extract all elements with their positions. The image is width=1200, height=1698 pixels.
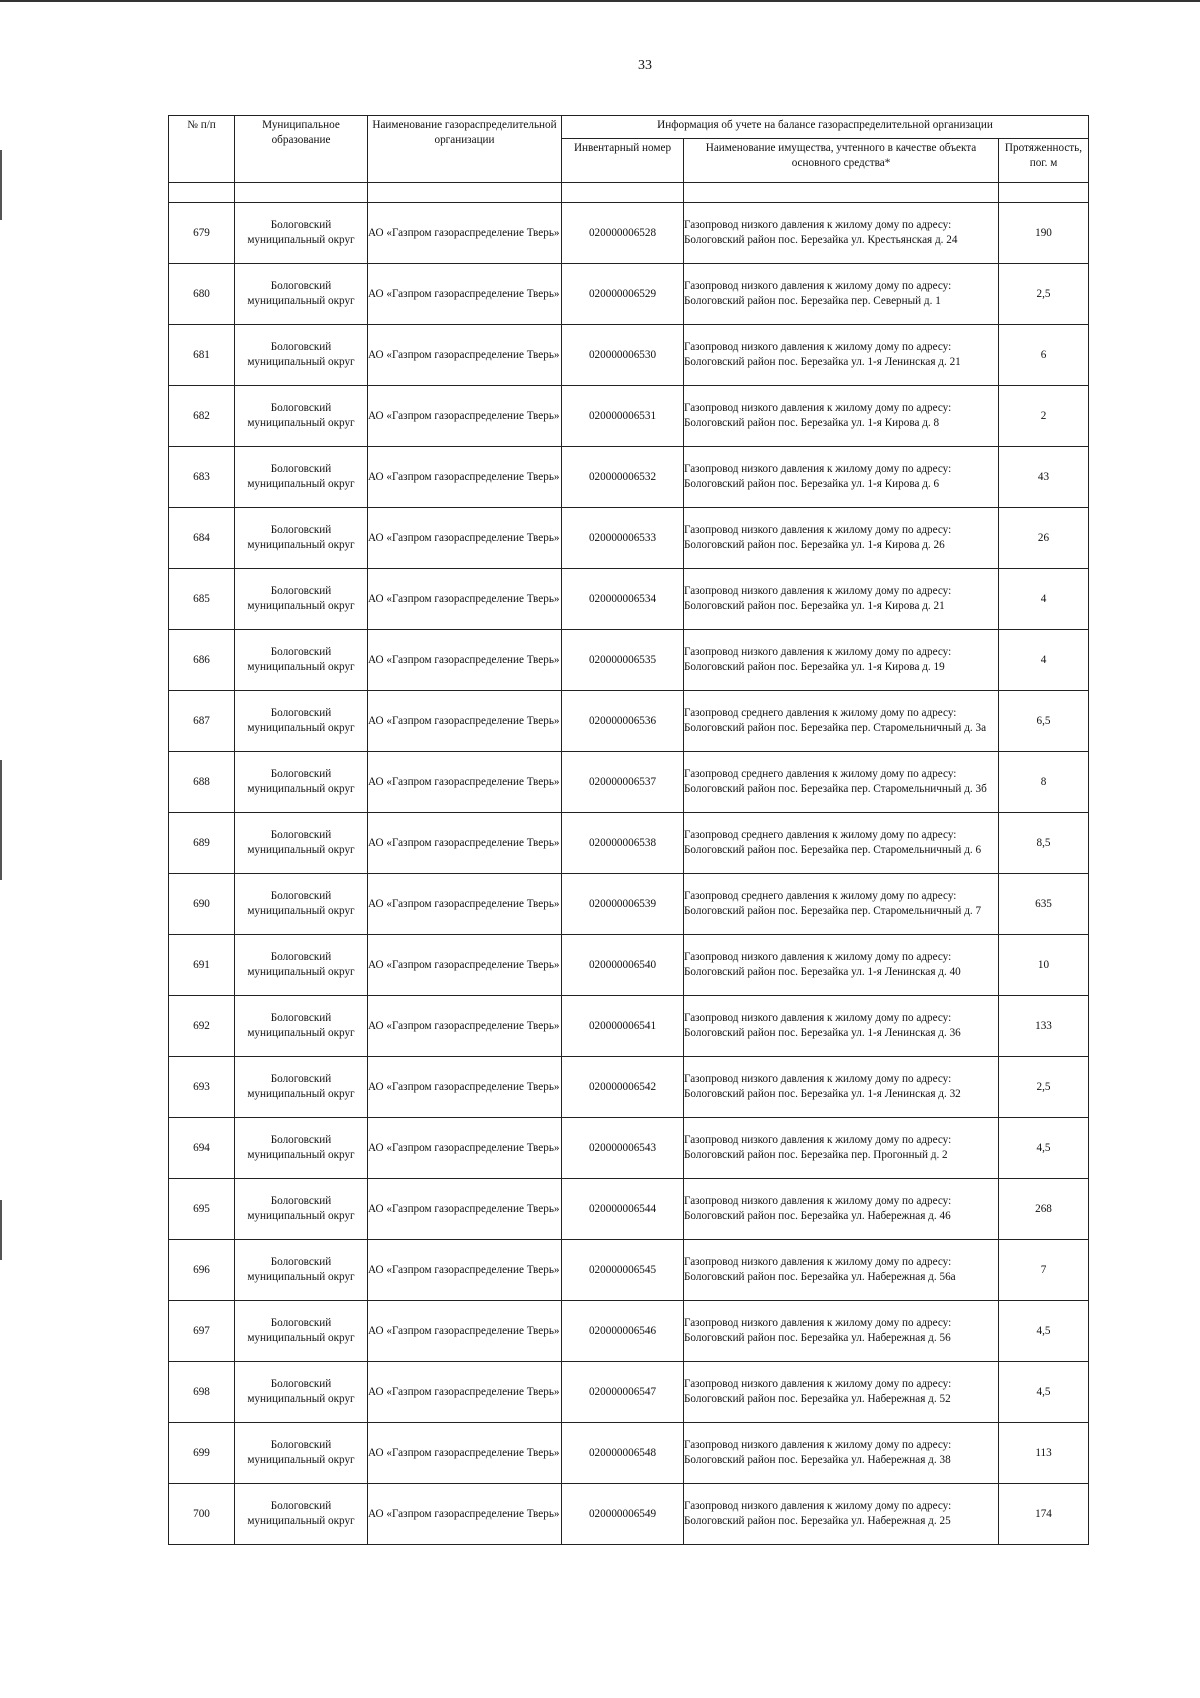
row-number: 683 — [169, 447, 235, 508]
property-name-cell: Газопровод низкого давления к жилому дому по адресу: Бологовский район пос. Березайка ул. 1-я Кирова д. 19 — [684, 630, 999, 691]
row-number: 680 — [169, 264, 235, 325]
organization-cell: АО «Газпром газораспределение Тверь» — [368, 386, 562, 447]
organization-cell: АО «Газпром газораспределение Тверь» — [368, 1057, 562, 1118]
row-number: 682 — [169, 386, 235, 447]
municipality-cell: Бологовский муниципальный округ — [235, 569, 368, 630]
length-cell: 113 — [999, 1423, 1089, 1484]
property-name-cell: Газопровод низкого давления к жилому дому по адресу: Бологовский район пос. Березайка ул. 1-я Ленинская д. 21 — [684, 325, 999, 386]
property-name-cell: Газопровод среднего давления к жилому дому по адресу: Бологовский район пос. Березайка пер. Старомельничный д. 7 — [684, 874, 999, 935]
municipality-cell: Бологовский муниципальный округ — [235, 447, 368, 508]
municipality-cell: Бологовский муниципальный округ — [235, 264, 368, 325]
municipality-cell: Бологовский муниципальный округ — [235, 1362, 368, 1423]
municipality-cell: Бологовский муниципальный округ — [235, 1179, 368, 1240]
inventory-number-cell: 020000006541 — [562, 996, 684, 1057]
length-cell: 6 — [999, 325, 1089, 386]
inventory-number-cell: 020000006549 — [562, 1484, 684, 1545]
table-row — [169, 1484, 1089, 1545]
municipality-cell: Бологовский муниципальный округ — [235, 752, 368, 813]
property-name-cell: Газопровод низкого давления к жилому дому по адресу: Бологовский район пос. Березайка ул. 1-я Ленинская д. 36 — [684, 996, 999, 1057]
inventory-number-cell: 020000006535 — [562, 630, 684, 691]
property-name-cell: Газопровод низкого давления к жилому дому по адресу: Бологовский район пос. Березайка ул. Крестьянская д. 24 — [684, 203, 999, 264]
length-cell: 43 — [999, 447, 1089, 508]
length-cell: 8,5 — [999, 813, 1089, 874]
organization-cell: АО «Газпром газораспределение Тверь» — [368, 630, 562, 691]
inventory-number-cell: 020000006538 — [562, 813, 684, 874]
row-number: 693 — [169, 1057, 235, 1118]
inventory-number-cell: 020000006544 — [562, 1179, 684, 1240]
municipality-cell: Бологовский муниципальный округ — [235, 508, 368, 569]
inventory-number-cell: 020000006548 — [562, 1423, 684, 1484]
table-row — [169, 813, 1089, 874]
organization-cell: АО «Газпром газораспределение Тверь» — [368, 1484, 562, 1545]
organization-cell: АО «Газпром газораспределение Тверь» — [368, 447, 562, 508]
row-number: 695 — [169, 1179, 235, 1240]
municipality-cell: Бологовский муниципальный округ — [235, 1118, 368, 1179]
property-name-cell: Газопровод среднего давления к жилому дому по адресу: Бологовский район пос. Березайка пер. Старомельничный д. 3а — [684, 691, 999, 752]
scan-left-mark — [0, 760, 2, 880]
organization-cell: АО «Газпром газораспределение Тверь» — [368, 1118, 562, 1179]
header-balance-info: Информация об учете на балансе газораспределительной организации — [562, 116, 1089, 139]
organization-cell: АО «Газпром газораспределение Тверь» — [368, 508, 562, 569]
table-row — [169, 874, 1089, 935]
table-row — [169, 630, 1089, 691]
municipality-cell: Бологовский муниципальный округ — [235, 691, 368, 752]
row-number: 684 — [169, 508, 235, 569]
row-number: 686 — [169, 630, 235, 691]
length-cell: 268 — [999, 1179, 1089, 1240]
scan-left-mark — [0, 1200, 2, 1260]
inventory-number-cell: 020000006543 — [562, 1118, 684, 1179]
row-number: 698 — [169, 1362, 235, 1423]
property-name-cell: Газопровод низкого давления к жилому дому по адресу: Бологовский район пос. Березайка ул. 1-я Кирова д. 21 — [684, 569, 999, 630]
property-name-cell: Газопровод низкого давления к жилому дому по адресу: Бологовский район пос. Березайка пер. Прогонный д. 2 — [684, 1118, 999, 1179]
length-cell: 4 — [999, 569, 1089, 630]
municipality-cell: Бологовский муниципальный округ — [235, 1240, 368, 1301]
municipality-cell: Бологовский муниципальный округ — [235, 203, 368, 264]
length-cell: 6,5 — [999, 691, 1089, 752]
table-row — [169, 1240, 1089, 1301]
header-org-name: Наименование газораспределительной организации — [368, 116, 562, 183]
inventory-number-cell: 020000006539 — [562, 874, 684, 935]
organization-cell: АО «Газпром газораспределение Тверь» — [368, 1301, 562, 1362]
organization-cell: АО «Газпром газораспределение Тверь» — [368, 691, 562, 752]
row-number: 679 — [169, 203, 235, 264]
table-row — [169, 1118, 1089, 1179]
page-number: 33 — [638, 58, 652, 73]
length-cell: 2,5 — [999, 1057, 1089, 1118]
property-name-cell: Газопровод низкого давления к жилому дому по адресу: Бологовский район пос. Березайка ул. 1-я Кирова д. 8 — [684, 386, 999, 447]
property-name-cell: Газопровод низкого давления к жилому дому по адресу: Бологовский район пос. Березайка ул. 1-я Ленинская д. 32 — [684, 1057, 999, 1118]
municipality-cell: Бологовский муниципальный округ — [235, 813, 368, 874]
organization-cell: АО «Газпром газораспределение Тверь» — [368, 996, 562, 1057]
length-cell: 4,5 — [999, 1118, 1089, 1179]
property-name-cell: Газопровод низкого давления к жилому дому по адресу: Бологовский район пос. Березайка ул. 1-я Кирова д. 6 — [684, 447, 999, 508]
inventory-number-cell: 020000006537 — [562, 752, 684, 813]
organization-cell: АО «Газпром газораспределение Тверь» — [368, 813, 562, 874]
length-cell: 4,5 — [999, 1362, 1089, 1423]
header-municipality: Муниципальное образование — [235, 116, 368, 183]
table-row — [169, 1423, 1089, 1484]
property-name-cell: Газопровод среднего давления к жилому дому по адресу: Бологовский район пос. Березайка пер. Старомельничный д. 6 — [684, 813, 999, 874]
municipality-cell: Бологовский муниципальный округ — [235, 874, 368, 935]
inventory-number-cell: 020000006545 — [562, 1240, 684, 1301]
scan-top-border — [0, 0, 1200, 2]
organization-cell: АО «Газпром газораспределение Тверь» — [368, 935, 562, 996]
row-number: 690 — [169, 874, 235, 935]
inventory-number-cell: 020000006546 — [562, 1301, 684, 1362]
table-row — [169, 691, 1089, 752]
header-inventory-number: Инвентарный номер — [562, 139, 684, 183]
inventory-number-cell: 020000006540 — [562, 935, 684, 996]
property-name-cell: Газопровод низкого давления к жилому дому по адресу: Бологовский район пос. Березайка пер. Северный д. 1 — [684, 264, 999, 325]
row-number: 699 — [169, 1423, 235, 1484]
length-cell: 8 — [999, 752, 1089, 813]
organization-cell: АО «Газпром газораспределение Тверь» — [368, 874, 562, 935]
municipality-cell: Бологовский муниципальный округ — [235, 630, 368, 691]
organization-cell: АО «Газпром газораспределение Тверь» — [368, 1179, 562, 1240]
table-row — [169, 996, 1089, 1057]
municipality-cell: Бологовский муниципальный округ — [235, 1423, 368, 1484]
length-cell: 133 — [999, 996, 1089, 1057]
table-row — [169, 508, 1089, 569]
length-cell: 4 — [999, 630, 1089, 691]
length-cell: 4,5 — [999, 1301, 1089, 1362]
scan-left-mark — [0, 150, 2, 220]
property-name-cell: Газопровод низкого давления к жилому дому по адресу: Бологовский район пос. Березайка ул. Набережная д. 25 — [684, 1484, 999, 1545]
inventory-number-cell: 020000006547 — [562, 1362, 684, 1423]
table-row — [169, 1179, 1089, 1240]
property-name-cell: Газопровод низкого давления к жилому дому по адресу: Бологовский район пос. Березайка ул. 1-я Ленинская д. 40 — [684, 935, 999, 996]
row-number: 696 — [169, 1240, 235, 1301]
row-number: 700 — [169, 1484, 235, 1545]
header-num: № п/п — [169, 116, 235, 183]
length-cell: 2 — [999, 386, 1089, 447]
row-number: 689 — [169, 813, 235, 874]
property-name-cell: Газопровод низкого давления к жилому дому по адресу: Бологовский район пос. Березайка ул. Набережная д. 56 — [684, 1301, 999, 1362]
municipality-cell: Бологовский муниципальный округ — [235, 325, 368, 386]
length-cell: 10 — [999, 935, 1089, 996]
header-property-name: Наименование имущества, учтенного в качестве объекта основного средства* — [684, 139, 999, 183]
length-cell: 174 — [999, 1484, 1089, 1545]
table-row — [169, 569, 1089, 630]
table-row — [169, 325, 1089, 386]
organization-cell: АО «Газпром газораспределение Тверь» — [368, 264, 562, 325]
organization-cell: АО «Газпром газораспределение Тверь» — [368, 1362, 562, 1423]
table-row — [169, 935, 1089, 996]
table-row — [169, 1362, 1089, 1423]
organization-cell: АО «Газпром газораспределение Тверь» — [368, 752, 562, 813]
length-cell: 26 — [999, 508, 1089, 569]
organization-cell: АО «Газпром газораспределение Тверь» — [368, 1240, 562, 1301]
row-number: 692 — [169, 996, 235, 1057]
property-name-cell: Газопровод среднего давления к жилому дому по адресу: Бологовский район пос. Березайка пер. Старомельничный д. 3б — [684, 752, 999, 813]
length-cell: 7 — [999, 1240, 1089, 1301]
organization-cell: АО «Газпром газораспределение Тверь» — [368, 203, 562, 264]
table-row — [169, 386, 1089, 447]
table-row — [169, 752, 1089, 813]
table-row — [169, 264, 1089, 325]
municipality-cell: Бологовский муниципальный округ — [235, 386, 368, 447]
inventory-number-cell: 020000006533 — [562, 508, 684, 569]
row-number: 687 — [169, 691, 235, 752]
inventory-number-cell: 020000006530 — [562, 325, 684, 386]
property-name-cell: Газопровод низкого давления к жилому дому по адресу: Бологовский район пос. Березайка ул. Набережная д. 56а — [684, 1240, 999, 1301]
municipality-cell: Бологовский муниципальный округ — [235, 1057, 368, 1118]
row-number: 688 — [169, 752, 235, 813]
organization-cell: АО «Газпром газораспределение Тверь» — [368, 325, 562, 386]
organization-cell: АО «Газпром газораспределение Тверь» — [368, 1423, 562, 1484]
organization-cell: АО «Газпром газораспределение Тверь» — [368, 569, 562, 630]
inventory-number-cell: 020000006529 — [562, 264, 684, 325]
table-row — [169, 203, 1089, 264]
row-number: 691 — [169, 935, 235, 996]
property-name-cell: Газопровод низкого давления к жилому дому по адресу: Бологовский район пос. Березайка ул. Набережная д. 52 — [684, 1362, 999, 1423]
municipality-cell: Бологовский муниципальный округ — [235, 996, 368, 1057]
municipality-cell: Бологовский муниципальный округ — [235, 1301, 368, 1362]
gas-network-register-table — [168, 115, 1089, 1545]
table-row — [169, 447, 1089, 508]
table-row — [169, 1057, 1089, 1118]
inventory-number-cell: 020000006542 — [562, 1057, 684, 1118]
row-number: 685 — [169, 569, 235, 630]
property-name-cell: Газопровод низкого давления к жилому дому по адресу: Бологовский район пос. Березайка ул. Набережная д. 46 — [684, 1179, 999, 1240]
property-name-cell: Газопровод низкого давления к жилому дому по адресу: Бологовский район пос. Березайка ул. Набережная д. 38 — [684, 1423, 999, 1484]
municipality-cell: Бологовский муниципальный округ — [235, 1484, 368, 1545]
header-spacer-row — [169, 183, 1089, 203]
property-name-cell: Газопровод низкого давления к жилому дому по адресу: Бологовский район пос. Березайка ул. 1-я Кирова д. 26 — [684, 508, 999, 569]
inventory-number-cell: 020000006532 — [562, 447, 684, 508]
length-cell: 2,5 — [999, 264, 1089, 325]
inventory-number-cell: 020000006536 — [562, 691, 684, 752]
municipality-cell: Бологовский муниципальный округ — [235, 935, 368, 996]
inventory-number-cell: 020000006531 — [562, 386, 684, 447]
length-cell: 190 — [999, 203, 1089, 264]
length-cell: 635 — [999, 874, 1089, 935]
row-number: 681 — [169, 325, 235, 386]
row-number: 697 — [169, 1301, 235, 1362]
header-length: Протяженность, пог. м — [999, 139, 1089, 183]
row-number: 694 — [169, 1118, 235, 1179]
inventory-number-cell: 020000006534 — [562, 569, 684, 630]
table-row — [169, 1301, 1089, 1362]
inventory-number-cell: 020000006528 — [562, 203, 684, 264]
